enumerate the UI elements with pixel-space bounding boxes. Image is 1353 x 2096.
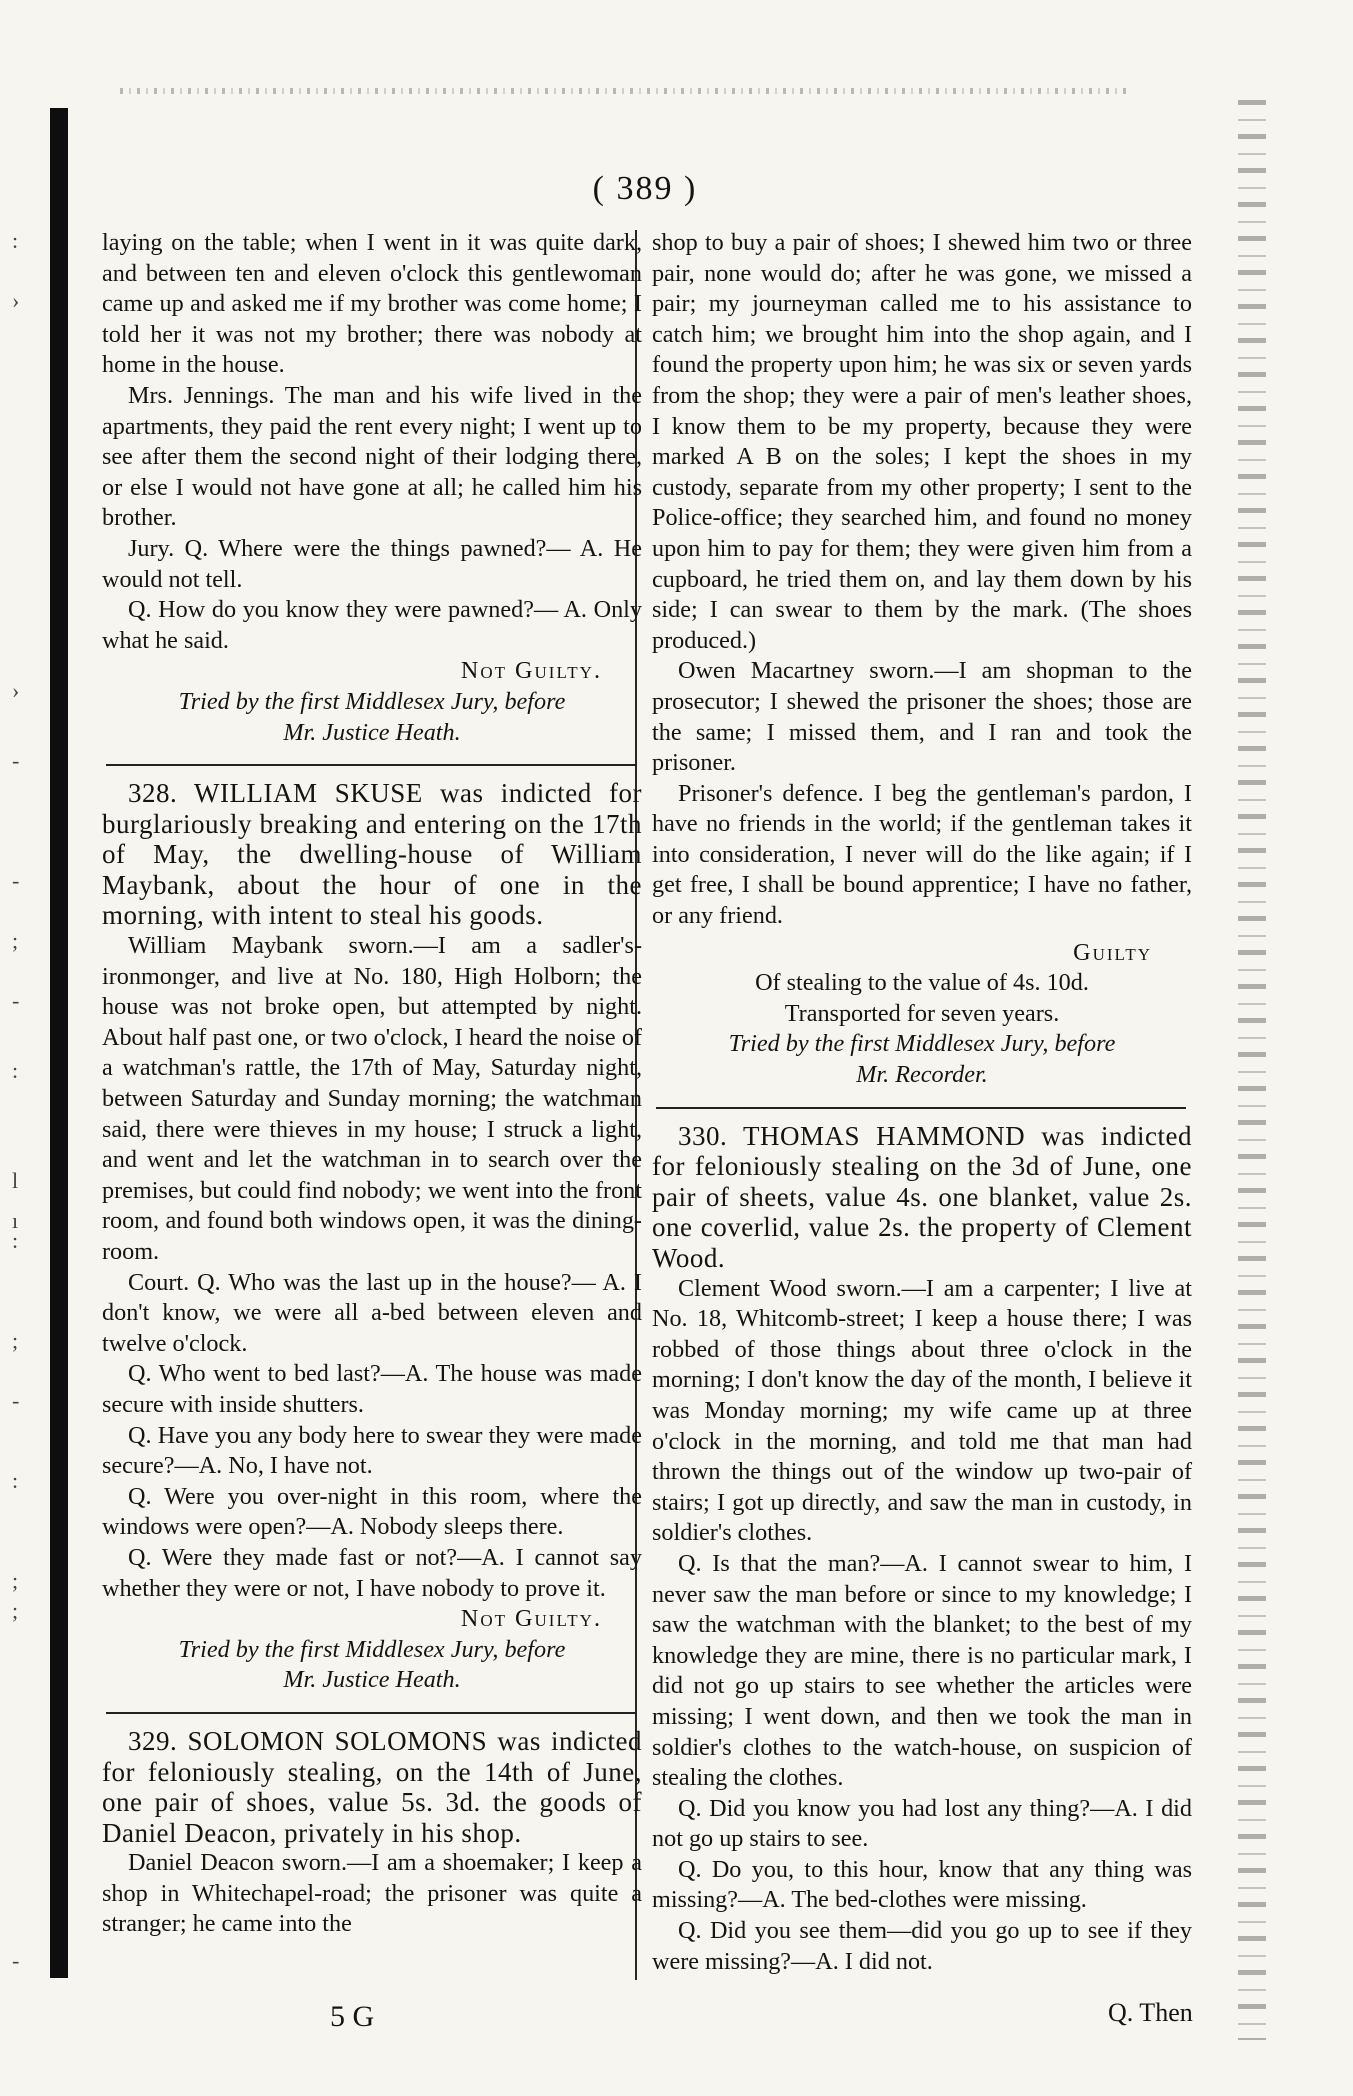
catchword: Q. Then	[1108, 1998, 1193, 2027]
paragraph: Prisoner's defence. I beg the gentleman's pardon, I have no friends in the world; if the gentleman takes it into consideration, I never will do the like again; if I get free, I shall be bound apprentice; I have no father, or any friend.	[652, 779, 1192, 930]
tried-before: Tried by the first Middlesex Jury, before	[178, 1635, 566, 1663]
paragraph: shop to buy a pair of shoes; I shewed him two or three pair, none would do; after he was gone, we missed a pair; my journeyman called me to his assistance to catch him; we brought him into the shop again, and I found the property upon him; he was six or seven yards from the shop; they were a pair of men's leather shoes, I know them to be my property, because they were marked A B on the soles; I kept the shoes in my custody, separate from my other property; I sent to the Police-office; they searched him, and found no money upon him to pay for them; they were given him from a cupboard, he tried them on, and lay them down by his side; I can swear to them by the mark. (The shoes produced.)	[652, 229, 1192, 654]
scan-noise-right	[1238, 100, 1266, 2040]
case-328-heading: 328. WILLIAM SKUSE was indicted for burglariously breaking and entering on the 17th of May, the dwelling-house of William Maybank, about the hour of one in the morning, with intent to steal his goods.	[102, 778, 642, 931]
signature-mark: 5 G	[330, 2000, 375, 2033]
paragraph: Court. Q. Who was the last up in the house?— A. I don't know, we were all a-bed between eleven and twelve o'clock.	[102, 1268, 642, 1357]
section-rule	[656, 1107, 1186, 1109]
paragraph: Q. Is that the man?—A. I cannot swear to him, I never saw the man before or since to my knowledge; I saw the watchman with the blanket; to the best of my knowledge they are mine, there is no particular mark, I did not go up stairs to see whether the articles were missing; I went down, and then we took the man in soldier's clothes to the watch-house, on suspicion of stealing the clothes.	[652, 1549, 1192, 1792]
scan-binding-edge	[50, 108, 68, 1978]
verdict: Not Guilty.	[460, 1605, 602, 1633]
left-column	[102, 228, 642, 1940]
tried-before: Tried by the first Middlesex Jury, before	[728, 1030, 1116, 1058]
paragraph: Q. Were you over-night in this room, where the windows were open?—A. Nobody sleeps there.	[102, 1482, 642, 1541]
paragraph: William Maybank sworn.—I am a sadler's-ironmonger, and live at No. 180, High Holborn; the house was not broke open, but attempted by night. About half past one, or two o'clock, I heard the noise of a watchman's rattle, the 17th of May, Saturday night, between Saturday and Sunday morning; the watchman said, there were thieves in my house; I struck a light, and went and let the watchman in to search over the premises, but could find nobody; we went into the front room, and found both windows open, it was the dining-room.	[102, 932, 642, 1265]
tried-before-judge: Mr. Justice Heath.	[283, 718, 461, 746]
tried-before-judge: Mr. Recorder.	[856, 1061, 988, 1089]
case-330-heading: 330. THOMAS HAMMOND was indicted for feloniously stealing on the 3d of June, one pair of sheets, value 4s. one blanket, value 2s. one coverlid, value 2s. the property of Clement Wood.	[652, 1120, 1192, 1273]
paragraph: Mrs. Jennings. The man and his wife lived in the apartments, they paid the rent every night; I went up to see after them the second night of their lodging there, or else I would not have gone at all; he called him his brother.	[102, 381, 642, 532]
paragraph: Owen Macartney sworn.—I am shopman to the prosecutor; I shewed the prisoner the shoes; those are the same; I missed them, and I ran and took the prisoner.	[652, 657, 1192, 777]
paragraph: Q. Were they made fast or not?—A. I cannot say whether they were or not, I have nobody to prove it.	[102, 1543, 642, 1602]
paragraph: Q. Did you know you had lost any thing?—A. I did not go up stairs to see.	[652, 1794, 1192, 1853]
paragraph: Daniel Deacon sworn.—I am a shoemaker; I keep a shop in Whitechapel-road; the prisoner was quite a stranger; he came into the	[102, 1849, 642, 1938]
verdict: Guilty	[1073, 938, 1152, 966]
tried-before: Tried by the first Middlesex Jury, before	[178, 687, 566, 715]
paragraph: laying on the table; when I went in it was quite dark, and between ten and eleven o'clock this gentlewoman came up and asked me if my brother was come home; I told her it was not my brother; there was nobody at home in the house.	[102, 229, 642, 379]
paragraph: Q. Who went to bed last?—A. The house was made secure with inside shutters.	[102, 1360, 642, 1418]
paragraph: Q. How do you know they were pawned?— A. Only what he said.	[102, 596, 642, 654]
verdict: Not Guilty.	[460, 657, 602, 685]
scan-noise-top	[120, 88, 1130, 94]
right-column	[652, 228, 1192, 1977]
tried-before-judge: Mr. Justice Heath.	[283, 1666, 461, 1694]
paragraph: Q. Have you any body here to swear they were made secure?—A. No, I have not.	[102, 1421, 642, 1480]
paragraph: Jury. Q. Where were the things pawned?— A. He would not tell.	[102, 534, 642, 593]
margin-marks: : › › - - ; - : l ı : ; - : ; ; -	[12, 228, 20, 1973]
paragraph: Q. Do you, to this hour, know that any thing was missing?—A. The bed-clothes were missing.	[652, 1855, 1192, 1914]
page-number: ( 389 )	[592, 170, 698, 207]
section-rule	[106, 764, 636, 766]
paragraph: Q. Did you see them—did you go up to see if they were missing?—A. I did not.	[652, 1917, 1192, 1975]
verdict-detail: Of stealing to the value of 4s. 10d.	[755, 969, 1089, 997]
section-rule	[106, 1712, 636, 1714]
paragraph: Clement Wood sworn.—I am a carpenter; I live at No. 18, Whitcomb-street; I keep a house there; I was robbed of those things about three o'clock in the morning; I don't know the day of the month, I believe it was Monday morning; my wife came up at three o'clock in the morning, and told me that man had thrown the things out of the window up two-pair of stairs; I got up directly, and saw the man in custody, in soldier's clothes.	[652, 1274, 1192, 1547]
sentence: Transported for seven years.	[784, 999, 1060, 1027]
case-329-heading: 329. SOLOMON SOLOMONS was indicted for feloniously stealing, on the 14th of June, one pair of shoes, value 5s. 3d. the goods of Daniel Deacon, privately in his shop.	[102, 1725, 642, 1848]
